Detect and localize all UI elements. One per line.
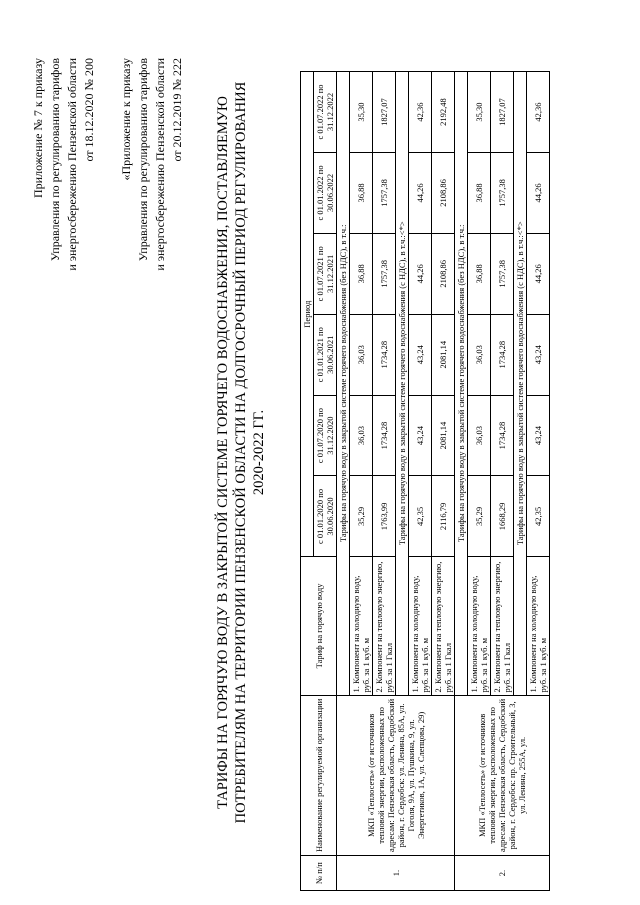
value-cell: 1734,28 xyxy=(373,314,396,395)
appendix-original xyxy=(118,58,186,271)
value-cell: 35,30 xyxy=(468,72,491,153)
value-cell: 1757,38 xyxy=(373,233,396,314)
value-cell: 43,24 xyxy=(409,395,432,476)
value-cell: 1734,28 xyxy=(491,314,514,395)
appendix-line: «Приложение к приказу xyxy=(119,58,133,181)
value-cell: 36,88 xyxy=(350,233,373,314)
value-cell: 42,36 xyxy=(409,72,432,153)
value-cell: 43,24 xyxy=(527,395,550,476)
appendix-line: от 18.12.2020 № 200 xyxy=(82,58,96,162)
header-period-cell: с 01.07.2022 по 31.12.2022 xyxy=(314,72,337,153)
component-label: 2. Компонент на тепловую энергию, руб. за 1 Гкал xyxy=(432,557,455,695)
value-cell: 1827,07 xyxy=(491,72,514,153)
appendix-line: Управления по регулированию тарифов xyxy=(48,58,62,262)
value-cell: 36,03 xyxy=(350,395,373,476)
value-cell: 2192,48 xyxy=(432,72,455,153)
header-period-cell: с 01.07.2020 по 31.12.2020 xyxy=(314,395,337,476)
org-number: 1. xyxy=(337,856,455,891)
section-label: Тарифы на горячую воду в закрытой системе горячего водоснабжения (с НДС), в т.ч.:<*> xyxy=(514,72,527,696)
component-label: 1. Компонент на холодную воду, руб. за 1 куб. м xyxy=(468,557,491,695)
value-cell: 35,30 xyxy=(350,72,373,153)
value-cell: 2108,86 xyxy=(432,153,455,234)
value-cell: 1734,28 xyxy=(491,395,514,476)
title-line: ТАРИФЫ НА ГОРЯЧУЮ ВОДУ В ЗАКРЫТОЙ СИСТЕМЕ ГОРЯЧЕГО ВОДОСНАБЖЕНИЯ, ПОСТАВЛЯЕМУЮ xyxy=(215,96,231,809)
value-cell: 35,29 xyxy=(468,476,491,557)
section-label: Тарифы на горячую воду в закрытой системе горячего водоснабжения (без НДС), в т.ч.: xyxy=(455,72,468,696)
value-cell: 1757,38 xyxy=(491,153,514,234)
value-cell: 42,36 xyxy=(527,72,550,153)
value-cell: 44,26 xyxy=(409,153,432,234)
appendix-current xyxy=(30,58,98,271)
value-cell: 44,26 xyxy=(409,233,432,314)
header-num: № п/п xyxy=(301,856,337,891)
value-cell: 2116,79 xyxy=(432,476,455,557)
appendix-line: и энергосбережению Пензенской области xyxy=(65,58,79,271)
org-number: 2. xyxy=(455,856,550,891)
value-cell: 43,24 xyxy=(409,314,432,395)
value-cell: 36,88 xyxy=(468,153,491,234)
value-cell: 1763,99 xyxy=(373,476,396,557)
value-cell: 36,88 xyxy=(350,153,373,234)
tariff-table xyxy=(300,71,550,891)
value-cell: 36,88 xyxy=(468,233,491,314)
header-period-cell: с 01.01.2022 по 30.06.2022 xyxy=(314,153,337,234)
title-line: 2020-2022 ГГ. xyxy=(251,409,267,496)
value-cell: 2081,14 xyxy=(432,314,455,395)
value-cell: 1757,38 xyxy=(491,233,514,314)
table-header-row xyxy=(301,72,314,891)
component-label: 1. Компонент на холодную воду, руб. за 1 куб. м xyxy=(409,557,432,695)
value-cell: 36,03 xyxy=(350,314,373,395)
value-cell: 2081,14 xyxy=(432,395,455,476)
section-label: Тарифы на горячую воду в закрытой системе горячего водоснабжения (с НДС), в т.ч.:<*> xyxy=(396,72,409,696)
header-period: Период xyxy=(301,72,314,557)
header-period-cell: с 01.01.2021 по 30.06.2021 xyxy=(314,314,337,395)
appendix-line: и энергосбережению Пензенской области xyxy=(153,58,167,271)
table-row xyxy=(337,72,350,891)
component-label: 2. Компонент на тепловую энергию, руб. за 1 Гкал xyxy=(491,557,514,695)
header-period-cell: с 01.07.2021 по 31.12.2021 xyxy=(314,233,337,314)
value-cell: 2108,86 xyxy=(432,233,455,314)
section-label: Тарифы на горячую воду в закрытой системе горячего водоснабжения (без НДС), в т.ч.: xyxy=(337,72,350,696)
value-cell: 1668,29 xyxy=(491,476,514,557)
appendix-line: Приложение № 7 к приказу xyxy=(31,58,45,198)
header-tariff: Тариф на горячую воду xyxy=(301,557,337,695)
value-cell: 35,29 xyxy=(350,476,373,557)
value-cell: 42,35 xyxy=(527,476,550,557)
value-cell: 36,03 xyxy=(468,314,491,395)
appendix-line: Управления по регулированию тарифов xyxy=(136,58,150,262)
document-title xyxy=(214,60,268,845)
component-label: 2. Компонент на тепловую энергию, руб. за 1 Гкал xyxy=(373,557,396,695)
value-cell: 1757,38 xyxy=(373,153,396,234)
value-cell: 44,26 xyxy=(527,233,550,314)
value-cell: 42,35 xyxy=(409,476,432,557)
header-period-cell: с 01.01.2020 по 30.06.2020 xyxy=(314,476,337,557)
title-line: ПОТРЕБИТЕЛЯМ НА ТЕРРИТОРИИ ПЕНЗЕНСКОЙ ОБЛАСТИ НА ДОЛГОСРОЧНЫЙ ПЕРИОД РЕГУЛИРОВАНИЯ xyxy=(233,81,249,824)
table-row xyxy=(455,72,468,891)
value-cell: 36,03 xyxy=(468,395,491,476)
component-label: 1. Компонент на холодную воду, руб. за 1 куб. м xyxy=(350,557,373,695)
appendix-line: от 20.12.2019 № 222 xyxy=(170,58,184,162)
value-cell: 43,24 xyxy=(527,314,550,395)
header-org: Наименование регулируемой организации xyxy=(301,695,337,856)
component-label: 1. Компонент на холодную воду, руб. за 1 куб. м xyxy=(527,557,550,695)
org-name: МКП «Теплосеть» (от источников тепловой энергии, расположенных по адресам: Пензенская область, Сердобский район, г. Сердобск: ул. Ленина, 85А, ул. Гоголя, 9А, ул. Пушкина, 9, ул. Энергетиков, 1А, ул. Слепцова, 29) xyxy=(337,695,455,856)
value-cell: 1734,28 xyxy=(373,395,396,476)
org-name: МКП «Теплосеть» (от источников тепловой энергии, расположенных по адресам: Пензенская область, Сердобский район, г. Сердобск: пр. Строительный, 3, ул. Ленина, 255А, ул. xyxy=(455,695,550,856)
value-cell: 44,26 xyxy=(527,153,550,234)
value-cell: 1827,07 xyxy=(373,72,396,153)
